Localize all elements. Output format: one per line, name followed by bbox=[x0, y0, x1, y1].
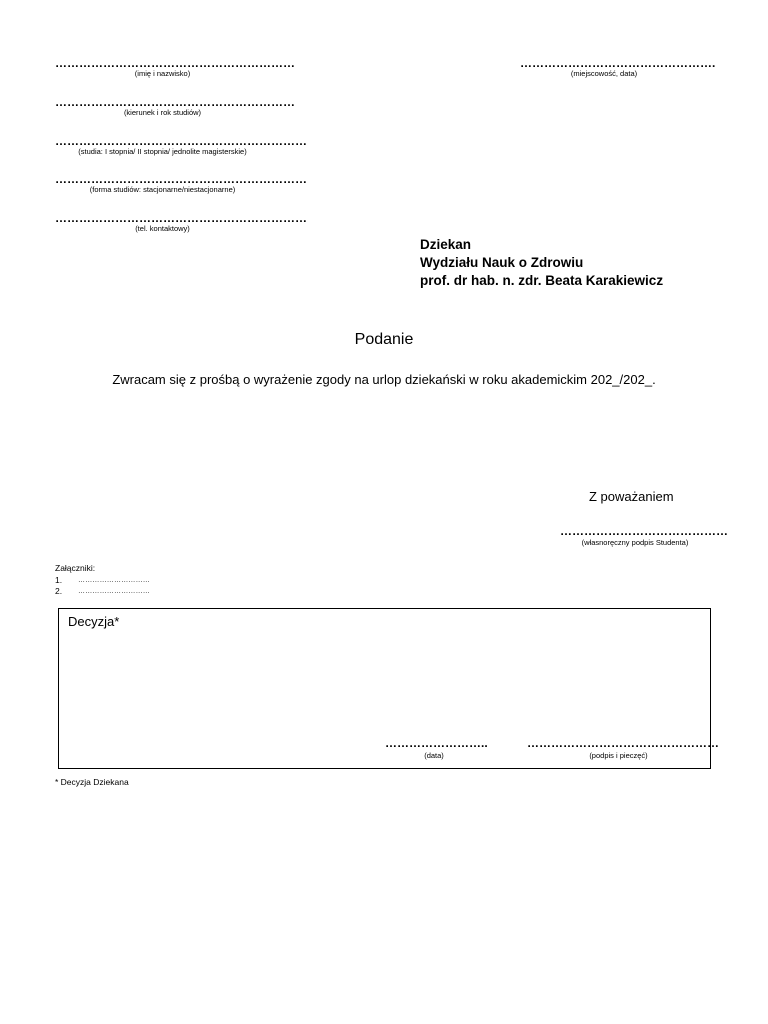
study-level-caption: (studia: I stopnia/ II stopnia/ jednolite magisterskie) bbox=[78, 147, 247, 156]
decision-signature-dotted-line: ………………………………………… bbox=[527, 736, 719, 750]
course-dotted-line: …………………………………………………… bbox=[55, 95, 295, 109]
decision-title: Decyzja* bbox=[68, 614, 120, 629]
recipient-name: prof. dr hab. n. zdr. Beata Karakiewicz bbox=[420, 273, 664, 288]
phone-caption: (tel. kontaktowy) bbox=[135, 224, 190, 233]
place-date-field bbox=[520, 56, 716, 78]
recipient-block bbox=[420, 236, 663, 290]
student-signature-caption: (własnoręczny podpis Studenta) bbox=[581, 538, 689, 547]
student-signature-field bbox=[560, 524, 728, 547]
course-caption: (kierunek i rok studiów) bbox=[123, 108, 202, 117]
study-form-dotted-line: ……………………………………………………… bbox=[55, 172, 307, 186]
attachment-item bbox=[55, 575, 150, 585]
request-text: Zwracam się z prośbą o wyrażenie zgody na urlop dziekański w roku akademickim 202_/202_. bbox=[112, 372, 656, 387]
study-level-field bbox=[55, 134, 307, 156]
decision-date-caption: (data) bbox=[424, 751, 444, 760]
study-form-field bbox=[55, 172, 307, 194]
attachment-number: 2. bbox=[55, 586, 63, 596]
closing-regards: Z poważaniem bbox=[589, 489, 674, 504]
course-field bbox=[55, 95, 295, 117]
attachment-dotted-line: ………………………… bbox=[78, 588, 150, 595]
document-title: Podanie bbox=[354, 331, 414, 348]
decision-signature-field bbox=[527, 736, 719, 760]
place-date-caption: (miejscowość, data) bbox=[570, 69, 638, 78]
student-signature-dotted-line: …………………………………… bbox=[560, 524, 728, 538]
decision-signature-caption: (podpis i pieczęć) bbox=[589, 751, 648, 760]
name-field bbox=[55, 56, 295, 78]
recipient-title: Dziekan bbox=[420, 237, 472, 252]
attachments-label: Załączniki: bbox=[55, 563, 96, 573]
footnote: * Decyzja Dziekana bbox=[55, 777, 129, 787]
phone-field bbox=[55, 211, 307, 233]
study-form-caption: (forma studiów: stacjonarne/niestacjonarne) bbox=[89, 185, 236, 194]
name-caption: (imię i nazwisko) bbox=[134, 69, 191, 78]
decision-date-field bbox=[385, 736, 488, 760]
name-dotted-line: …………………………………………………… bbox=[55, 56, 295, 70]
place-date-dotted-line: …………………………………………. bbox=[520, 56, 716, 70]
attachment-item bbox=[55, 586, 150, 596]
attachment-number: 1. bbox=[55, 575, 63, 585]
study-level-dotted-line: ……………………………………………………… bbox=[55, 134, 307, 148]
recipient-faculty: Wydziału Nauk o Zdrowiu bbox=[420, 255, 584, 270]
attachment-dotted-line: ………………………… bbox=[78, 577, 150, 584]
decision-date-dotted-line: …………………….. bbox=[385, 736, 488, 750]
phone-dotted-line: ……………………………………………………… bbox=[55, 211, 307, 225]
